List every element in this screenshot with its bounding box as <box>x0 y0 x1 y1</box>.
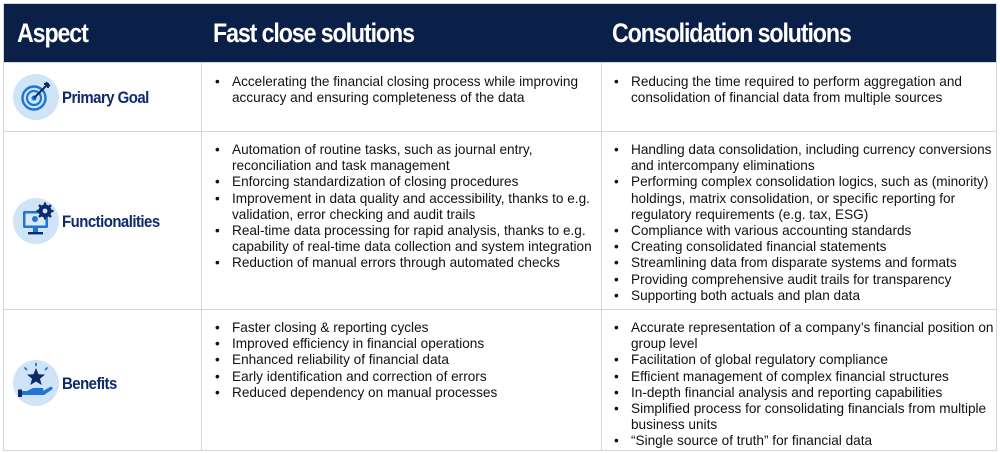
list-item: • “Single source of truth” for financial data <box>612 433 994 449</box>
consolidation-list <box>612 320 994 450</box>
consolidation-list <box>612 142 994 304</box>
list-item: • Reduced dependency on manual processes <box>213 385 598 401</box>
list-item: • Simplified process for consolidating financials from multiple business units <box>612 401 994 433</box>
list-item: • Enhanced reliability of financial data <box>213 352 598 368</box>
hand-star-icon <box>13 360 59 406</box>
list-item: • Enforcing standardization of closing procedures <box>213 174 598 190</box>
aspect-label: Primary Goal <box>62 88 149 107</box>
list-item: • Early identification and correction of errors <box>213 369 598 385</box>
aspect-label: Functionalities <box>62 212 160 231</box>
aspect-cell <box>4 63 201 131</box>
list-item: • Accelerating the financial closing process while improving accuracy and ensuring completeness of the data <box>213 74 598 106</box>
fast-close-list <box>213 74 598 106</box>
list-item: • Improved efficiency in financial operations <box>213 336 598 352</box>
column-divider <box>201 62 202 450</box>
list-item: • In-depth financial analysis and reporting capabilities <box>612 385 994 401</box>
list-item: • Accurate representation of a company’s financial position on group level <box>612 320 994 352</box>
list-item: • Automation of routine tasks, such as journal entry, reconciliation and task management <box>213 142 598 174</box>
list-item: • Faster closing & reporting cycles <box>213 320 598 336</box>
list-item: • Compliance with various accounting standards <box>612 223 994 239</box>
target-icon <box>13 74 59 120</box>
list-item: • Real-time data processing for rapid analysis, thanks to e.g. capability of real-time data collection and system integration <box>213 223 598 255</box>
table-row-functionalities <box>4 131 996 309</box>
list-item: • Improvement in data quality and accessibility, thanks to e.g. validation, error checking and audit trails <box>213 191 598 223</box>
list-item: • Efficient management of complex financial structures <box>612 369 994 385</box>
comparison-table <box>3 3 997 451</box>
aspect-cell <box>4 132 201 309</box>
column-divider <box>601 62 602 450</box>
header-consolidation: Consolidation solutions <box>612 18 851 48</box>
aspect-cell <box>4 310 201 450</box>
computer-gear-icon <box>13 198 59 244</box>
table-row-benefits <box>4 309 996 450</box>
consolidation-list <box>612 74 992 106</box>
list-item: • Providing comprehensive audit trails for transparency <box>612 272 994 288</box>
list-item: • Reducing the time required to perform aggregation and consolidation of financial data from multiple sources <box>612 74 992 106</box>
list-item: • Streamlining data from disparate systems and formats <box>612 255 994 271</box>
header-aspect: Aspect <box>17 18 88 48</box>
header-fast-close: Fast close solutions <box>213 18 414 48</box>
list-item: • Facilitation of global regulatory compliance <box>612 352 994 368</box>
fast-close-list <box>213 320 598 401</box>
table-row-primary-goal <box>4 62 996 131</box>
table-header <box>4 4 996 62</box>
list-item: • Creating consolidated financial statements <box>612 239 994 255</box>
list-item: • Supporting both actuals and plan data <box>612 288 994 304</box>
aspect-label: Benefits <box>62 374 117 393</box>
fast-close-list <box>213 142 598 272</box>
list-item: • Handling data consolidation, including currency conversions and intercompany eliminations <box>612 142 994 174</box>
list-item: • Reduction of manual errors through automated checks <box>213 255 598 271</box>
list-item: • Performing complex consolidation logics, such as (minority) holdings, matrix consolidation, or specific reporting for regulatory requirements (e.g. tax, ESG) <box>612 174 994 223</box>
